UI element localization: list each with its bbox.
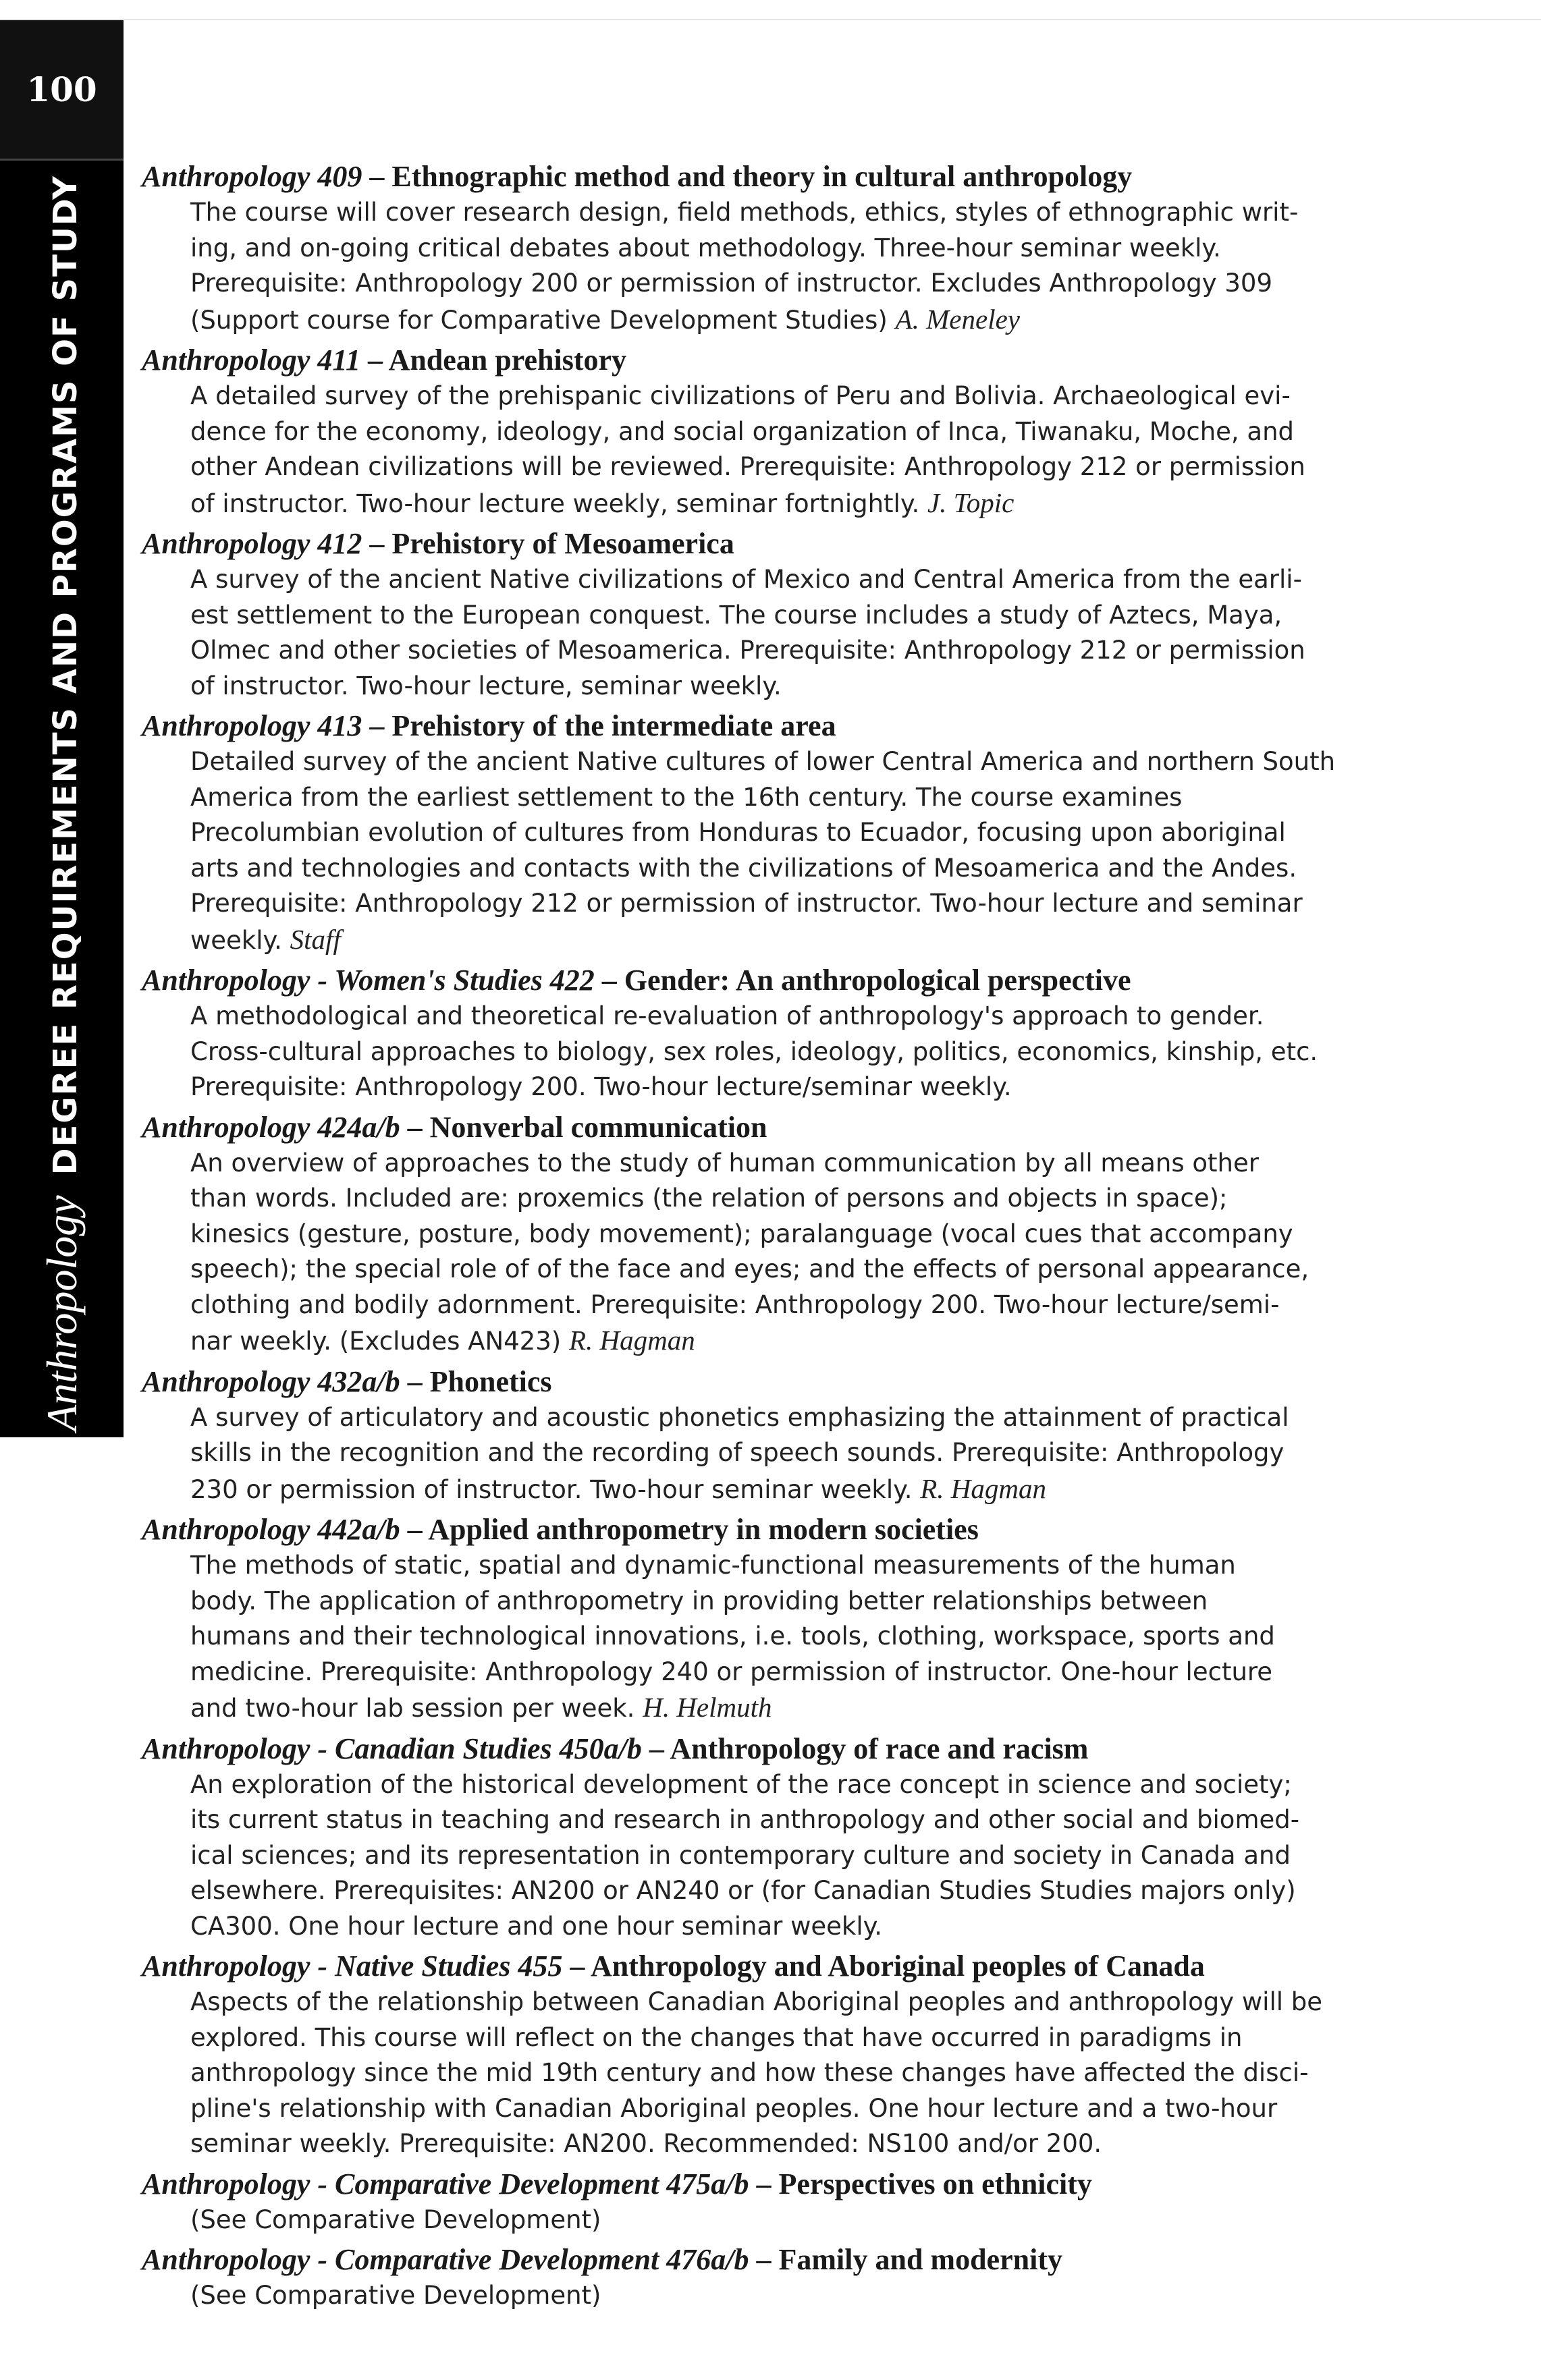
description-text: skills in the recognition and the recording of speech sounds. Prerequisite: Anthropology [190, 1438, 1285, 1467]
course-entry [142, 159, 1390, 338]
course-heading [142, 2242, 1390, 2278]
course-heading [142, 708, 1390, 744]
course-heading [142, 1109, 1390, 1146]
course-heading [142, 1512, 1390, 1548]
description-text: Precolumbian evolution of cultures from Honduras to Ecuador, focusing upon aboriginal [190, 818, 1286, 847]
description-line [190, 1873, 1378, 1909]
course-description [190, 2278, 1378, 2314]
description-line [190, 1655, 1378, 1690]
course-instructor: Staff [290, 923, 341, 955]
description-line [190, 379, 1378, 414]
description-line [190, 2055, 1378, 2091]
description-line [190, 1146, 1378, 1182]
course-description [190, 2203, 1378, 2238]
top-rule [0, 19, 1541, 20]
description-line [190, 633, 1378, 669]
course-separator: – [641, 1732, 670, 1765]
course-instructor: J. Topic [927, 487, 1015, 518]
course-description [190, 999, 1378, 1105]
description-line [190, 2203, 1378, 2238]
description-text: (Support course for Comparative Development Studies) [190, 305, 888, 335]
course-entry [142, 962, 1390, 1105]
course-title: Nonverbal communication [429, 1110, 767, 1144]
description-line [190, 1070, 1378, 1105]
course-code: Anthropology 432a/b [142, 1364, 400, 1398]
description-text: Prerequisite: Anthropology 212 or permission of instructor. Two-hour lecture and seminar [190, 889, 1303, 918]
course-code: Anthropology 424a/b [142, 1110, 400, 1144]
description-line [190, 780, 1378, 816]
description-line [190, 1252, 1378, 1288]
description-line [190, 2091, 1378, 2127]
description-text: ical sciences; and its representation in contemporary culture and society in Canada and [190, 1840, 1291, 1870]
course-entry [142, 708, 1390, 958]
description-line [190, 1288, 1378, 1323]
description-line [190, 815, 1378, 851]
page-number: 100 [0, 20, 124, 161]
description-text: and two-hour lab session per week. [190, 1694, 635, 1723]
description-line [190, 851, 1378, 887]
course-entry [142, 1109, 1390, 1360]
description-line [190, 266, 1378, 302]
description-line [190, 485, 1378, 522]
course-heading [142, 1731, 1390, 1767]
description-line [190, 598, 1378, 634]
course-entry [142, 1512, 1390, 1727]
description-line [190, 669, 1378, 704]
course-separator: – [749, 2167, 779, 2201]
description-line [190, 2126, 1378, 2162]
course-separator: – [400, 1513, 429, 1546]
course-heading [142, 526, 1390, 562]
description-line [190, 1323, 1378, 1360]
description-line [190, 302, 1378, 339]
description-line [190, 1181, 1378, 1217]
description-text: of instructor. Two-hour lecture, seminar weekly. [190, 671, 782, 700]
course-instructor: R. Hagman [920, 1472, 1047, 1504]
description-text: medicine. Prerequisite: Anthropology 240 or permission of instructor. One-hour lecture [190, 1657, 1273, 1686]
course-code: Anthropology - Comparative Development 475a/b [142, 2167, 749, 2201]
description-line [190, 1471, 1378, 1508]
course-heading [142, 1364, 1390, 1400]
course-instructor: R. Hagman [568, 1325, 695, 1356]
section-label [37, 175, 87, 1431]
course-separator: – [594, 964, 624, 997]
course-instructor: H. Helmuth [643, 1692, 772, 1723]
course-description [190, 1767, 1378, 1945]
description-line [190, 1767, 1378, 1803]
course-instructor: A. Meneley [895, 303, 1020, 335]
description-text: seminar weekly. Prerequisite: AN200. Recommended: NS100 and/or 200. [190, 2129, 1102, 2158]
course-description [190, 379, 1378, 522]
description-text: An exploration of the historical development of the race concept in science and society; [190, 1769, 1292, 1799]
course-list [142, 159, 1390, 2318]
description-text: its current status in teaching and research in anthropology and other social and biomed- [190, 1805, 1300, 1834]
course-title: Family and modernity [778, 2243, 1062, 2276]
description-text: elsewhere. Prerequisites: AN200 or AN240 or (for Canadian Studies Studies majors only) [190, 1876, 1296, 1905]
description-line [190, 231, 1378, 267]
course-separator: – [362, 709, 392, 742]
section-sidebar [0, 20, 124, 1437]
description-text: An overview of approaches to the study of human communication by all means other [190, 1148, 1259, 1178]
description-line [190, 886, 1378, 922]
course-heading [142, 1948, 1390, 1985]
description-text: anthropology since the mid 19th century and how these changes have affected the disci- [190, 2058, 1309, 2087]
description-line [190, 1909, 1378, 1945]
description-text: Prerequisite: Anthropology 200 or permission of instructor. Excludes Anthropology 309 [190, 269, 1272, 298]
course-title: Prehistory of the intermediate area [391, 709, 836, 742]
course-heading [142, 962, 1390, 999]
course-description [190, 1985, 1378, 2162]
description-line [190, 2278, 1378, 2314]
description-text: weekly. [190, 925, 282, 955]
course-description [190, 1548, 1378, 1727]
description-text: (See Comparative Development) [190, 2205, 601, 2234]
description-text: (See Comparative Development) [190, 2281, 601, 2310]
course-code: Anthropology 409 [142, 160, 362, 193]
course-entry [142, 2242, 1390, 2314]
course-heading [142, 342, 1390, 379]
description-line [190, 1690, 1378, 1727]
course-code: Anthropology - Canadian Studies 450a/b [142, 1732, 642, 1765]
course-title: Anthropology of race and racism [670, 1732, 1089, 1765]
description-line [190, 999, 1378, 1034]
course-heading [142, 159, 1390, 195]
description-line [190, 1400, 1378, 1436]
description-text: A methodological and theoretical re-evaluation of anthropology's approach to gender. [190, 1001, 1264, 1030]
course-code: Anthropology 412 [142, 527, 362, 560]
description-line [190, 1619, 1378, 1655]
course-title: Prehistory of Mesoamerica [391, 527, 734, 560]
description-text: other Andean civilizations will be reviewed. Prerequisite: Anthropology 212 or permission [190, 452, 1305, 481]
description-text: humans and their technological innovations, i.e. tools, clothing, workspace, sports and [190, 1622, 1275, 1651]
description-line [190, 1584, 1378, 1620]
description-text: dence for the economy, ideology, and social organization of Inca, Tiwanaku, Moche, and [190, 416, 1295, 446]
description-line [190, 1034, 1378, 1070]
course-code: Anthropology - Women's Studies 422 [142, 964, 595, 997]
description-text: nar weekly. (Excludes AN423) [190, 1327, 562, 1356]
course-code: Anthropology - Comparative Development 476a/b [142, 2243, 749, 2276]
description-line [190, 922, 1378, 959]
description-text: pline's relationship with Canadian Aboriginal peoples. One hour lecture and a two-hour [190, 2093, 1278, 2123]
course-description [190, 1400, 1378, 1508]
description-text: Aspects of the relationship between Canadian Aboriginal peoples and anthropology will be [190, 1987, 1323, 2016]
description-text: A detailed survey of the prehispanic civilizations of Peru and Bolivia. Archaeological evi- [190, 381, 1291, 410]
description-text: Cross-cultural approaches to biology, sex roles, ideology, politics, economics, kinship, etc. [190, 1036, 1318, 1066]
description-text: arts and technologies and contacts with the civilizations of Mesoamerica and the Andes. [190, 853, 1297, 883]
course-separator: – [562, 1949, 591, 1983]
description-text: America from the earliest settlement to the 16th century. The course examines [190, 782, 1183, 812]
description-line [190, 1217, 1378, 1252]
description-line [190, 1435, 1378, 1471]
description-line [190, 562, 1378, 598]
description-line [190, 1985, 1378, 2020]
description-text: A survey of the ancient Native civilizations of Mexico and Central America from the earli- [190, 565, 1302, 594]
course-code: Anthropology 411 [142, 343, 360, 377]
description-text: 230 or permission of instructor. Two-hour seminar weekly. [190, 1474, 913, 1504]
course-entry [142, 342, 1390, 522]
course-title: Perspectives on ethnicity [778, 2167, 1092, 2201]
description-text: Detailed survey of the ancient Native cultures of lower Central America and northern South [190, 747, 1336, 776]
description-text: Olmec and other societies of Mesoamerica. Prerequisite: Anthropology 212 or permission [190, 636, 1305, 665]
description-text: The course will cover research design, field methods, ethics, styles of ethnographic writ- [190, 198, 1299, 227]
course-title: Applied anthropometry in modern societies [428, 1513, 979, 1546]
course-entry [142, 1948, 1390, 2162]
course-heading [142, 2166, 1390, 2203]
course-title: Andean prehistory [388, 343, 626, 377]
description-line [190, 744, 1378, 780]
course-description [190, 744, 1378, 958]
course-code: Anthropology 413 [142, 709, 362, 742]
course-description [190, 562, 1378, 704]
description-text: CA300. One hour lecture and one hour seminar weekly. [190, 1911, 882, 1941]
description-line [190, 1548, 1378, 1584]
course-entry [142, 1364, 1390, 1508]
description-text: than words. Included are: proxemics (the relation of persons and objects in space); [190, 1184, 1228, 1213]
course-description [190, 1146, 1378, 1360]
description-line [190, 2020, 1378, 2056]
section-label-title: DEGREE REQUIREMENTS AND PROGRAMS OF STUDY [46, 175, 84, 1175]
description-text: Prerequisite: Anthropology 200. Two-hour lecture/seminar weekly. [190, 1072, 1012, 1101]
course-separator: – [400, 1110, 430, 1144]
course-code: Anthropology - Native Studies 455 [142, 1949, 563, 1983]
description-text: of instructor. Two-hour lecture weekly, seminar fortnightly. [190, 489, 920, 518]
course-entry [142, 2166, 1390, 2238]
course-separator: – [362, 527, 392, 560]
description-text: est settlement to the European conquest. The course includes a study of Aztecs, Maya, [190, 600, 1282, 630]
description-text: The methods of static, spatial and dynamic-functional measurements of the human [190, 1551, 1236, 1580]
course-separator: – [749, 2243, 779, 2276]
description-text: body. The application of anthropometry in providing better relationships between [190, 1586, 1208, 1615]
course-separator: – [362, 160, 392, 193]
description-text: speech); the special role of of the face and eyes; and the effects of personal appearance, [190, 1254, 1309, 1283]
course-entry [142, 526, 1390, 704]
description-text: clothing and bodily adornment. Prerequisite: Anthropology 200. Two-hour lecture/semi- [190, 1290, 1280, 1319]
course-title: Ethnographic method and theory in cultural anthropology [391, 160, 1133, 193]
description-line [190, 414, 1378, 450]
description-text: explored. This course will reflect on the changes that have occurred in paradigms in [190, 2022, 1243, 2052]
section-label-subject: Anthropology [37, 1195, 86, 1431]
description-line [190, 1838, 1378, 1874]
description-text: kinesics (gesture, posture, body movement); paralanguage (vocal cues that accompany [190, 1219, 1293, 1248]
course-description [190, 195, 1378, 338]
description-line [190, 449, 1378, 485]
course-separator: – [360, 343, 389, 377]
course-title: Gender: An anthropological perspective [624, 964, 1131, 997]
description-text: A survey of articulatory and acoustic phonetics emphasizing the attainment of practical [190, 1402, 1289, 1432]
course-separator: – [400, 1364, 430, 1398]
description-line [190, 1802, 1378, 1838]
course-title: Phonetics [429, 1364, 552, 1398]
course-code: Anthropology 442a/b [142, 1513, 400, 1546]
course-title: Anthropology and Aboriginal peoples of Canada [590, 1949, 1205, 1983]
description-text: ing, and on-going critical debates about methodology. Three-hour seminar weekly. [190, 233, 1221, 262]
description-line [190, 195, 1378, 231]
course-entry [142, 1731, 1390, 1945]
